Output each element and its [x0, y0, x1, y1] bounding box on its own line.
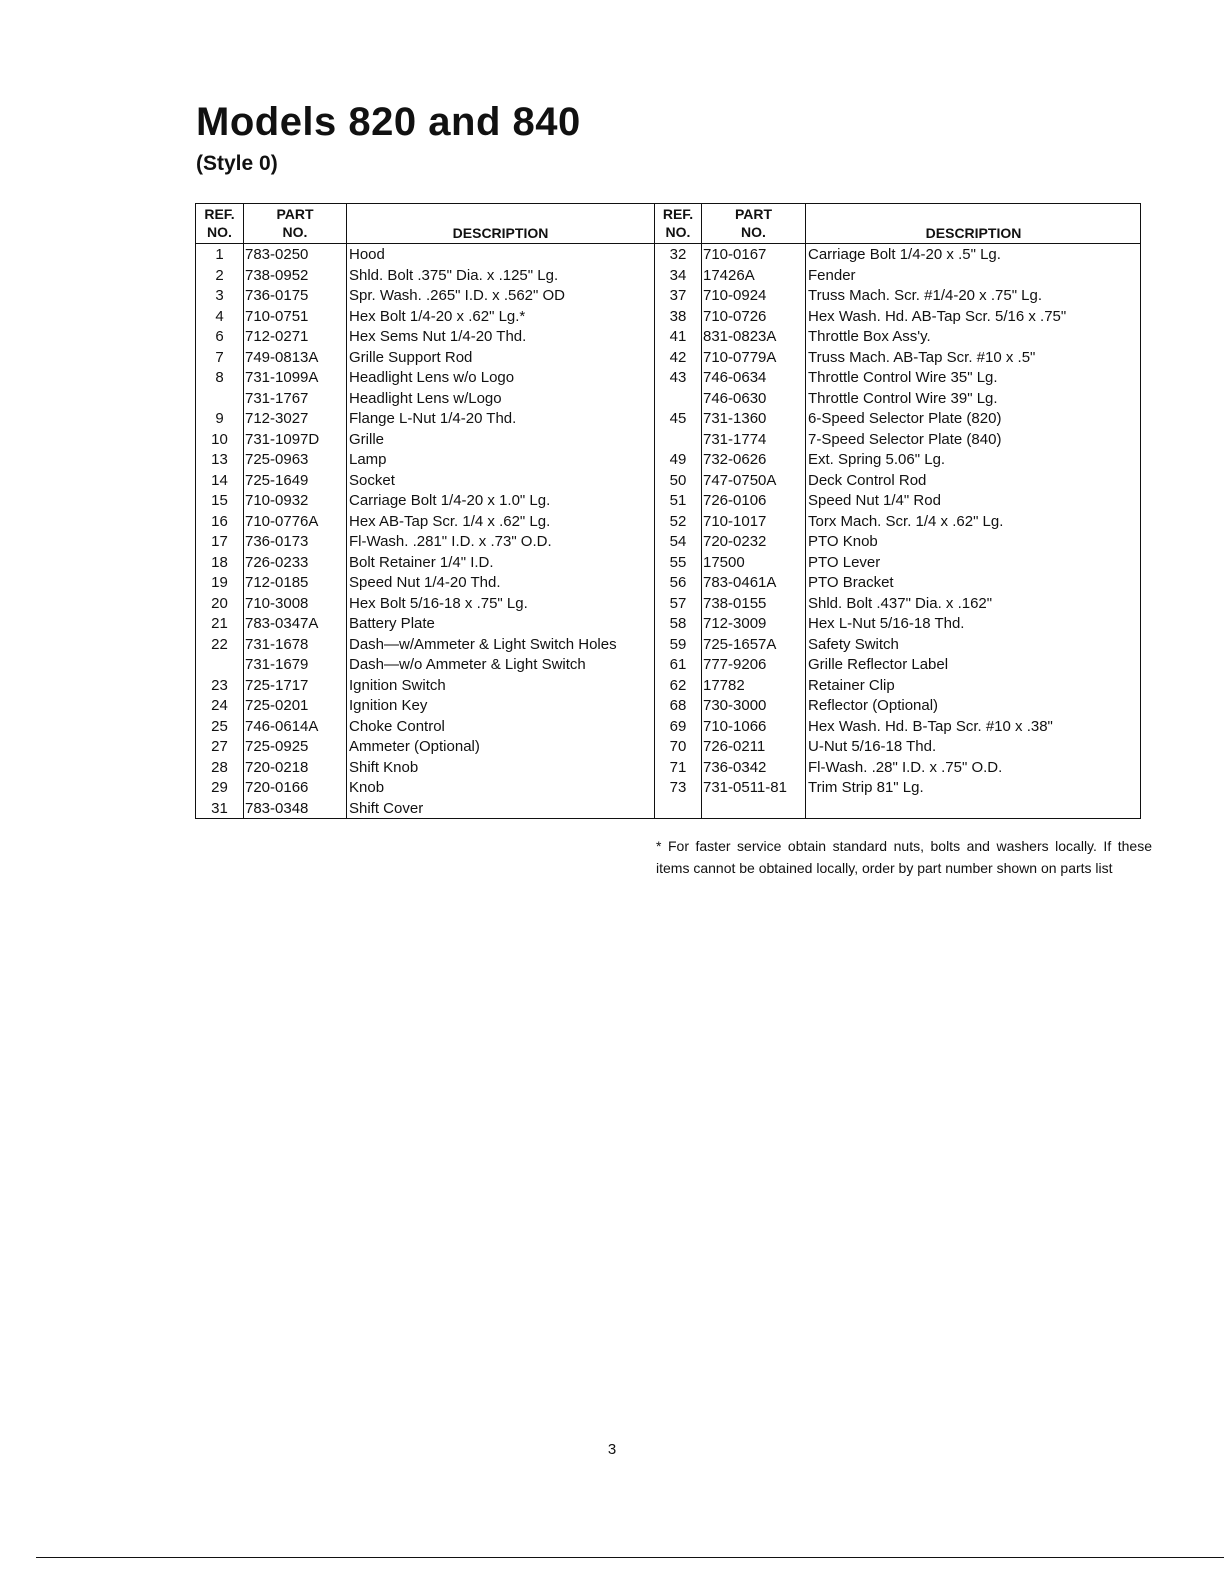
ref-no-cell: 23	[211, 676, 228, 694]
part-header-line2: NO.	[741, 224, 766, 240]
table-row	[196, 327, 654, 348]
table-row	[196, 655, 654, 676]
description-header: DESCRIPTION	[452, 225, 549, 241]
part-no-cell: 746-0630	[703, 389, 767, 407]
page-subtitle: (Style 0)	[196, 152, 278, 175]
description-cell: Speed Nut 1/4-20 Thd.	[349, 574, 501, 591]
part-no-cell: 725-1717	[245, 676, 309, 694]
description-cell: Carriage Bolt 1/4-20 x .5" Lg.	[808, 246, 1001, 263]
ref-no-cell: 10	[211, 430, 228, 448]
part-no-cell: 710-0779A	[703, 348, 777, 366]
part-no-cell: 726-0211	[703, 738, 766, 755]
part-no-cell: 725-1649	[245, 471, 309, 489]
part-no-cell: 738-0155	[703, 594, 767, 612]
table-row	[196, 594, 654, 615]
table-row	[655, 737, 1141, 758]
parts-table-left	[196, 204, 654, 818]
part-no-cell: 720-0232	[703, 533, 767, 550]
table-row	[655, 553, 1141, 574]
table-row	[196, 409, 654, 430]
ref-no-cell: 45	[669, 410, 687, 427]
description-cell: Deck Control Rod	[808, 471, 927, 489]
table-row	[655, 676, 1141, 697]
part-no-cell: 783-0250	[245, 246, 309, 263]
table-row	[655, 594, 1141, 615]
ref-no-cell: 9	[215, 410, 224, 427]
part-no-cell: 710-1066	[703, 717, 767, 735]
table-row	[196, 676, 654, 697]
part-no-cell: 736-0173	[245, 533, 309, 550]
table-row	[196, 430, 654, 451]
ref-no-cell: 59	[669, 635, 687, 653]
description-cell: PTO Knob	[808, 533, 878, 550]
ref-header-line2: NO.	[207, 224, 232, 240]
ref-no-cell: 32	[669, 246, 687, 263]
description-cell: Hex Bolt 5/16-18 x .75" Lg.	[349, 594, 528, 612]
ref-no-cell: 57	[669, 594, 687, 612]
ref-no-cell: 29	[211, 779, 228, 796]
page-number: 3	[607, 1441, 617, 1458]
description-cell: Torx Mach. Scr. 1/4 x .62" Lg.	[808, 512, 1004, 530]
ref-no-cell: 70	[669, 738, 687, 755]
part-no-cell: 726-0233	[245, 553, 309, 571]
part-header-line2: NO.	[282, 224, 308, 240]
description-cell: Dash—w/Ammeter & Light Switch Holes	[349, 635, 617, 653]
ref-no-cell: 28	[211, 758, 228, 776]
description-cell: Ammeter (Optional)	[349, 738, 480, 755]
ref-no-cell: 18	[211, 553, 228, 571]
part-no-cell: 732-0626	[703, 451, 767, 468]
description-cell: 6-Speed Selector Plate (820)	[808, 410, 1002, 427]
ref-no-cell: 6	[215, 328, 224, 345]
table-row	[655, 389, 1141, 410]
description-cell: Safety Switch	[808, 635, 899, 653]
description-cell: Hex AB-Tap Scr. 1/4 x .62" Lg.	[349, 512, 551, 530]
part-no-cell: 783-0461A	[703, 574, 777, 591]
description-cell: Fl-Wash. .28" I.D. x .75" O.D.	[808, 758, 1003, 776]
ref-no-cell: 34	[669, 266, 687, 284]
table-row	[655, 245, 1141, 266]
description-header: DESCRIPTION	[925, 225, 1022, 241]
ref-no-cell: 55	[669, 553, 687, 571]
table-row	[196, 389, 654, 410]
table-row	[196, 266, 654, 287]
table-row	[655, 573, 1141, 594]
part-no-header	[702, 205, 805, 241]
table-row	[196, 717, 654, 738]
description-cell: Lamp	[349, 451, 387, 468]
ref-no-cell: 69	[669, 717, 687, 735]
description-cell: Battery Plate	[349, 615, 435, 632]
description-cell: Shift Cover	[349, 799, 424, 817]
table-row	[655, 266, 1141, 287]
part-no-cell: 17500	[703, 553, 745, 571]
description-cell: Shld. Bolt .437" Dia. x .162"	[808, 594, 993, 612]
table-row	[196, 737, 654, 758]
table-row	[655, 635, 1141, 656]
table-row	[196, 635, 654, 656]
ref-no-cell: 27	[211, 738, 228, 755]
ref-no-cell: 4	[215, 307, 224, 325]
part-no-cell: 725-0963	[245, 451, 309, 468]
table-row	[196, 758, 654, 779]
description-cell: Trim Strip 81" Lg.	[808, 779, 924, 796]
part-no-cell: 746-0634	[703, 369, 767, 386]
part-no-cell: 747-0750A	[703, 471, 777, 489]
part-no-cell: 710-0932	[245, 492, 309, 509]
table-row	[196, 450, 654, 471]
table-row	[655, 532, 1141, 553]
description-cell: Retainer Clip	[808, 676, 895, 694]
part-no-cell: 731-0511-81	[703, 779, 787, 796]
ref-no-cell: 68	[669, 697, 687, 714]
table-row	[196, 368, 654, 389]
description-cell: Choke Control	[349, 717, 445, 735]
description-cell: Reflector (Optional)	[808, 697, 939, 714]
table-row	[196, 778, 654, 799]
table-row	[196, 553, 654, 574]
part-no-cell: 736-0175	[245, 287, 309, 304]
description-cell: Throttle Box Ass'y.	[808, 328, 931, 345]
ref-no-cell: 14	[211, 471, 228, 489]
table-row	[196, 471, 654, 492]
ref-no-cell: 1	[215, 246, 224, 263]
part-no-cell: 731-1097D	[245, 430, 320, 448]
table-header-left	[196, 204, 654, 244]
parts-list-left	[196, 245, 654, 819]
ref-no-cell: 3	[215, 287, 224, 304]
ref-no-cell: 31	[211, 799, 228, 817]
description-cell: Headlight Lens w/o Logo	[349, 369, 515, 386]
parts-list-right	[655, 245, 1141, 799]
part-no-cell: 17426A	[703, 266, 755, 284]
part-no-cell: 712-0185	[245, 574, 309, 591]
table-row	[196, 799, 654, 820]
ref-no-cell: 49	[669, 451, 687, 468]
ref-no-cell: 22	[211, 635, 228, 653]
ref-no-cell: 37	[669, 287, 687, 304]
description-cell: Ext. Spring 5.06" Lg.	[808, 451, 946, 468]
part-no-cell: 710-0726	[703, 307, 767, 325]
ref-no-cell: 73	[669, 779, 687, 796]
ref-no-cell: 20	[211, 594, 228, 612]
ref-no-cell: 17	[211, 533, 228, 550]
part-no-cell: 710-0924	[703, 287, 767, 304]
ref-no-cell: 13	[211, 451, 228, 468]
ref-no-cell: 54	[669, 533, 687, 550]
part-no-cell: 731-1678	[245, 635, 309, 653]
part-no-cell: 783-0347A	[245, 615, 319, 632]
part-no-cell: 731-1767	[245, 389, 309, 407]
table-row	[655, 696, 1141, 717]
description-cell: Ignition Key	[349, 697, 428, 714]
part-no-cell: 730-3000	[703, 697, 767, 714]
ref-no-cell: 2	[215, 266, 224, 284]
part-no-cell: 736-0342	[703, 758, 767, 776]
part-no-cell: 710-3008	[245, 594, 309, 612]
part-no-cell: 746-0614A	[245, 717, 319, 735]
ref-no-cell: 7	[215, 348, 224, 366]
part-no-cell: 720-0218	[245, 758, 309, 776]
table-row	[655, 327, 1141, 348]
description-cell: Flange L-Nut 1/4-20 Thd.	[349, 410, 517, 427]
table-row	[196, 512, 654, 533]
table-row	[655, 512, 1141, 533]
table-row	[655, 471, 1141, 492]
description-cell: Headlight Lens w/Logo	[349, 389, 502, 407]
description-cell: Ignition Switch	[349, 676, 446, 694]
description-cell: Grille Reflector Label	[808, 656, 949, 673]
ref-header-line1: REF.	[204, 206, 235, 222]
ref-no-cell: 21	[211, 615, 228, 632]
description-cell: Hex Bolt 1/4-20 x .62" Lg.*	[349, 307, 526, 325]
table-row	[655, 368, 1141, 389]
part-no-cell: 777-9206	[703, 656, 767, 673]
description-cell: Shift Knob	[349, 758, 419, 776]
part-no-cell: 712-3027	[245, 410, 309, 427]
part-no-cell: 731-1099A	[245, 369, 319, 386]
table-row	[655, 286, 1141, 307]
part-header-line1: PART	[734, 206, 773, 222]
page-title: Models 820 and 840	[196, 100, 581, 144]
table-row	[655, 348, 1141, 369]
ref-no-cell: 41	[669, 328, 687, 345]
table-row	[196, 573, 654, 594]
ref-no-cell: 58	[669, 615, 687, 632]
table-header-right	[655, 204, 1141, 244]
ref-no-header	[196, 205, 243, 241]
table-row	[196, 491, 654, 512]
ref-no-cell: 25	[211, 717, 228, 735]
ref-header-line1: REF.	[662, 206, 694, 222]
ref-no-cell: 56	[669, 574, 687, 591]
description-cell: Grille Support Rod	[349, 348, 473, 366]
table-row	[196, 532, 654, 553]
part-no-cell: 731-1679	[245, 656, 309, 673]
ref-no-cell: 24	[211, 697, 228, 714]
ref-no-cell: 38	[669, 307, 687, 325]
part-no-cell: 710-0751	[245, 307, 309, 325]
table-row	[196, 614, 654, 635]
table-row	[655, 307, 1141, 328]
table-row	[655, 655, 1141, 676]
table-row	[655, 758, 1141, 779]
description-cell: Fender	[808, 266, 856, 284]
ref-no-cell: 51	[669, 492, 687, 509]
ref-no-cell: 71	[669, 758, 687, 776]
description-cell: Spr. Wash. .265" I.D. x .562" OD	[349, 287, 566, 304]
ref-no-cell: 61	[669, 656, 687, 673]
table-row	[196, 348, 654, 369]
table-row	[655, 409, 1141, 430]
table-row	[655, 491, 1141, 512]
table-row	[655, 430, 1141, 451]
part-no-cell: 710-0167	[703, 246, 767, 263]
part-no-cell: 725-1657A	[703, 635, 777, 653]
description-cell: PTO Bracket	[808, 574, 894, 591]
part-no-cell: 712-0271	[245, 328, 309, 345]
description-cell: Grille	[349, 430, 385, 448]
description-cell: Shld. Bolt .375" Dia. x .125" Lg.	[349, 266, 559, 284]
description-cell: Bolt Retainer 1/4" I.D.	[349, 553, 494, 571]
part-no-cell: 17782	[703, 676, 745, 694]
description-cell: Throttle Control Wire 39" Lg.	[808, 389, 998, 407]
ref-no-cell: 19	[211, 574, 228, 591]
part-no-cell: 712-3009	[703, 615, 767, 632]
ref-no-cell: 8	[215, 369, 224, 386]
part-no-cell: 710-0776A	[245, 512, 319, 530]
description-cell: Dash—w/o Ammeter & Light Switch	[349, 656, 586, 673]
table-row	[655, 717, 1141, 738]
part-no-cell: 726-0106	[703, 492, 767, 509]
parts-table	[195, 203, 1141, 819]
description-cell: Hood	[349, 246, 385, 263]
part-no-cell: 731-1360	[703, 410, 767, 427]
part-no-cell: 725-0201	[245, 697, 309, 714]
ref-no-header	[655, 205, 701, 241]
ref-header-line2: NO.	[665, 224, 691, 240]
footnote: * For faster service obtain standard nuts, bolts and washers locally. If these items cannot be obtained locally, order by part number shown on parts list	[656, 838, 1152, 876]
description-cell: 7-Speed Selector Plate (840)	[808, 430, 1002, 448]
part-header-line1: PART	[276, 206, 314, 222]
description-cell: Truss Mach. Scr. #1/4-20 x .75" Lg.	[808, 287, 1043, 304]
table-row	[196, 696, 654, 717]
description-cell: Socket	[349, 471, 395, 489]
parts-table-right	[654, 204, 1141, 818]
description-cell: Hex Wash. Hd. AB-Tap Scr. 5/16 x .75"	[808, 307, 1067, 325]
part-no-cell: 731-1774	[703, 430, 767, 448]
description-cell: Fl-Wash. .281" I.D. x .73" O.D.	[349, 533, 552, 550]
part-no-cell: 710-1017	[703, 512, 767, 530]
description-cell: Hex L-Nut 5/16-18 Thd.	[808, 615, 965, 632]
table-row	[655, 778, 1141, 799]
ref-no-cell: 16	[211, 512, 228, 530]
table-row	[196, 286, 654, 307]
description-cell: Hex Sems Nut 1/4-20 Thd.	[349, 328, 527, 345]
ref-no-cell: 42	[669, 348, 687, 366]
part-no-cell: 725-0925	[245, 738, 309, 755]
table-row	[655, 614, 1141, 635]
description-cell: Hex Wash. Hd. B-Tap Scr. #10 x .38"	[808, 717, 1053, 735]
part-no-cell: 720-0166	[245, 779, 309, 796]
ref-no-cell: 50	[669, 471, 687, 489]
description-cell: Knob	[349, 779, 385, 796]
description-cell: U-Nut 5/16-18 Thd.	[808, 738, 937, 755]
description-cell: Speed Nut 1/4" Rod	[808, 492, 941, 509]
description-cell: Truss Mach. AB-Tap Scr. #10 x .5"	[808, 348, 1036, 366]
table-row	[196, 307, 654, 328]
table-row	[196, 245, 654, 266]
description-cell: PTO Lever	[808, 553, 881, 571]
ref-no-cell: 43	[669, 369, 687, 386]
ref-no-cell: 52	[669, 512, 687, 530]
description-cell: Throttle Control Wire 35" Lg.	[808, 369, 998, 386]
ref-no-cell: 62	[669, 676, 687, 694]
part-no-cell: 831-0823A	[703, 328, 777, 345]
description-cell: Carriage Bolt 1/4-20 x 1.0" Lg.	[349, 492, 551, 509]
part-no-cell: 738-0952	[245, 266, 309, 284]
table-row	[655, 450, 1141, 471]
part-no-cell: 749-0813A	[245, 348, 319, 366]
ref-no-cell: 15	[211, 492, 228, 509]
part-no-cell: 783-0348	[245, 799, 309, 817]
part-no-header	[244, 205, 346, 241]
bottom-rule	[36, 1557, 1224, 1558]
